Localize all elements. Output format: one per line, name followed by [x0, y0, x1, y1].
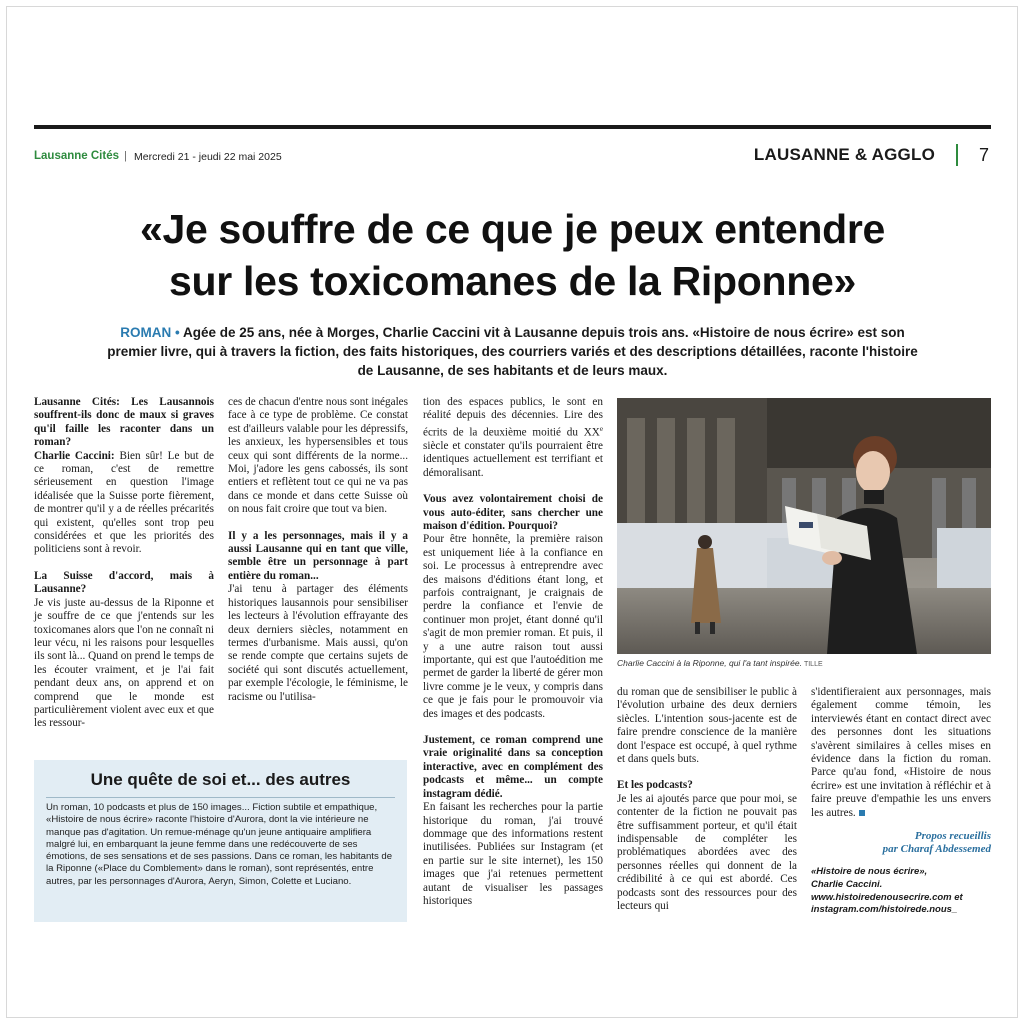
sidebar-box — [34, 760, 407, 922]
question-5: Justement, ce roman comprend une vraie originalité dans sa conception interactive, avec en complément des podcasts et même... un compte instagram dédié. — [423, 734, 603, 800]
article-lead — [100, 323, 925, 380]
question-6: Et les podcasts? — [617, 779, 693, 792]
issue-date: Mercredi 21 - jeudi 22 mai 2025 — [134, 151, 282, 163]
answer-1 — [34, 450, 214, 557]
article-photo — [617, 398, 991, 654]
photo-caption — [617, 658, 991, 668]
book-instagram: instagram.com/histoirede.nous_ — [811, 904, 958, 916]
answer-3-cont-a: tion des espaces publics, le sont en réalité depuis des décennies. Lire des écrits de la deuxième moitié du XX — [423, 396, 603, 439]
top-rule — [34, 125, 991, 129]
answer-6: Je les ai ajoutés parce que pour moi, se contenter de la fiction ne pouvait pas être suffisamment porteur, et qu'il était indispensable de compléter les problématiques abordées avec des personnes réelles qui donnent de la crédibilité à ce qui est abordé. Ces podcasts sont des ressources pour des lecteurs qui — [617, 792, 797, 913]
lead-text: Agée de 25 ans, née à Morges, Charlie Caccini vit à Lausanne depuis trois ans. «Histoire de nous écrire» est son premier livre, qui à travers la fiction, des faits historiques, des courriers variés et des descriptions détaillées, raconte l'histoire de Lausanne, de ses habitants et de leurs maux. — [107, 325, 918, 378]
signature-line-1: Propos recueillis — [914, 830, 991, 842]
answer-3: J'ai tenu à partager des éléments historiques lausannois pour sensibiliser les lecteurs à l'évolution effrayante des deux derniers siècles, notamment en termes d'urbanisme. Mais aussi, qu'on se rende compte que certains sujets de société qui sont discutés actuellement, par exemple l'écologie, le féminisme, le racisme ou l'utilisa- — [228, 583, 408, 703]
box-title: Une quête de soi et... des autres — [90, 770, 351, 789]
headline-line-2: sur les toxicomanes de la Riponne» — [168, 258, 857, 304]
box-divider — [46, 797, 395, 798]
page-header — [34, 142, 991, 172]
photo-credit: TILLE — [803, 661, 823, 668]
caption-text: Charlie Caccini à la Riponne, qui l'a tant inspirée. — [617, 658, 802, 668]
column-4 — [617, 686, 797, 914]
answer-speaker: Charlie Caccini: — [34, 449, 115, 462]
signature — [811, 830, 991, 857]
answer-1-text: Bien sûr! Le but de ce roman, c'est de remettre sérieusement en question l'image idéalisée que la Suisse porte fièrement, de montrer qu'il y a de réelles précarités qui existent, qu'elles sont trop peu considérées et que les priorités des politiciens sont à revoir. — [34, 449, 215, 556]
answer-4: Pour être honnête, la première raison est uniquement liée à la confiance en soi. Le processus à entreprendre avec des maisons d'éditions étant long, et parfois contraignant, je craignais de perdre la confiance et l'envie de continuer mon projet, étant donné qu'il s'agit de mon premier roman. Et puis, il y a une autre raison tout aussi importante, qui est que l'autoédition me permet de garder la liberté de gérer mon livre comme je le veux, y compris dans ce que je fais pour le promouvoir via des images et des podcasts. — [423, 533, 603, 720]
lead-dot: • — [175, 325, 180, 340]
answer-2-cont: ces de chacun d'entre nous sont inégales face à ce type de problème. Ce constat est d'ailleurs valable pour les dépressifs, les anxieux, les hypersensibles et tous ceux qui sont différents de la norme... Moi, j'adore les gens cabossés, ils sont entiers et reflètent tout ce qui ne va pas dans ce monde et dans cette Suisse où on nous fait croire que tout va bien. — [228, 396, 408, 516]
answer-3-cont-b: siècle et constater qu'ils pourraient être identiques actuellement est terrifiant et démoralisant. — [423, 439, 603, 479]
century-sup: e — [599, 424, 603, 433]
answer-6-cont-text: s'identifieraient aux personnages, mais également comme témoin, les interviewés étant en contact direct avec des personnes dont les situations s'avèrent similaires à celles mises en évidence dans la fiction du roman. Parce qu'au fond, «Histoire de nous écrire» est une invitation à réfléchir et à faire preuve d'empathie les uns envers les autres. — [811, 686, 991, 819]
book-title: «Histoire de nous écrire», — [811, 866, 928, 877]
question-2: La Suisse d'accord, mais à Lausanne? — [34, 569, 214, 596]
photo-illustration — [617, 398, 991, 654]
answer-2: Je vis juste au-dessus de la Riponne et je souffre de ce que j'entends sur les toxicomanes alors que l'on ne connaît ni leur vécu, ni les raisons pour lesquelles ils sont là... Quand on prend le temps de les écouter vraiment, et je l'ai fait pendant deux ans, on apprend et on comprend que le monde est particulièrement violent avec eux et que les ressour- — [34, 596, 214, 730]
header-separator: | — [124, 150, 127, 162]
question-4: Vous avez volontairement choisi de vous auto-éditer, sans chercher une maison d'édition. Pourquoi? — [423, 493, 603, 532]
section-title: LAUSANNE & AGGLO — [753, 145, 935, 164]
column-2 — [228, 396, 408, 704]
column-3 — [423, 396, 603, 908]
answer-5-cont: du roman que de sensibiliser le public à l'évolution urbaine des deux derniers siècles. L'intention sous-jacente est de faire prendre conscience de la manière dont l'espace est occupé, à quel rythme et dans quels buts. — [617, 686, 797, 766]
end-mark-icon — [859, 810, 865, 816]
book-info — [811, 866, 991, 917]
article-headline — [34, 203, 991, 307]
column-1 — [34, 396, 214, 731]
answer-6-cont — [811, 686, 991, 820]
book-author: Charlie Caccini. — [811, 878, 883, 890]
answer-3-cont — [423, 396, 603, 480]
column-5 — [811, 686, 991, 820]
page-number: 7 — [978, 145, 989, 165]
headline-line-1: «Je souffre de ce que je peux entendre — [139, 206, 886, 252]
book-website: www.histoiredenousecrire.com et — [811, 891, 963, 903]
lead-kicker: ROMAN — [120, 325, 172, 340]
question-3: Il y a les personnages, mais il y a aussi Lausanne qui en tant que ville, semble être un personnage à part entière du roman... — [228, 529, 408, 582]
question-1: Lausanne Cités: Les Lausannois souffrent-ils donc de maux si graves qu'il faille les raconter dans un roman? — [34, 396, 214, 449]
section-divider — [956, 144, 958, 166]
box-text: Un roman, 10 podcasts et plus de 150 images... Fiction subtile et empathique, «Histoire de nous écrire» raconte l'histoire d'Aurora, dont la vie intérieure ne manque pas d'agitation. Un remue-ménage qu'un jeune antiquaire amplifiera malgré lui, en embarquant la jeune femme dans une redécouverte de ses émotions, de ses sensations et de ses passions. Dans ce roman, les habitants de la Riponne («Place du Comblement» dans le roman), sont représentés, entre autres, par les personnages d'Aurora, Aeryn, Simon, Colette et Luciano. — [46, 802, 393, 887]
signature-author: par Charaf Abdessemed — [882, 843, 991, 856]
answer-5: En faisant les recherches pour la partie historique du roman, j'ai trouvé dommage que des informations restent inutilisées. Publiées sur Instagram (et en partie sur le site internet), les 150 images que j'ai retenues permettent autant de visualiser les passages historiques — [423, 801, 603, 907]
publication-name: Lausanne Cités — [34, 150, 119, 162]
